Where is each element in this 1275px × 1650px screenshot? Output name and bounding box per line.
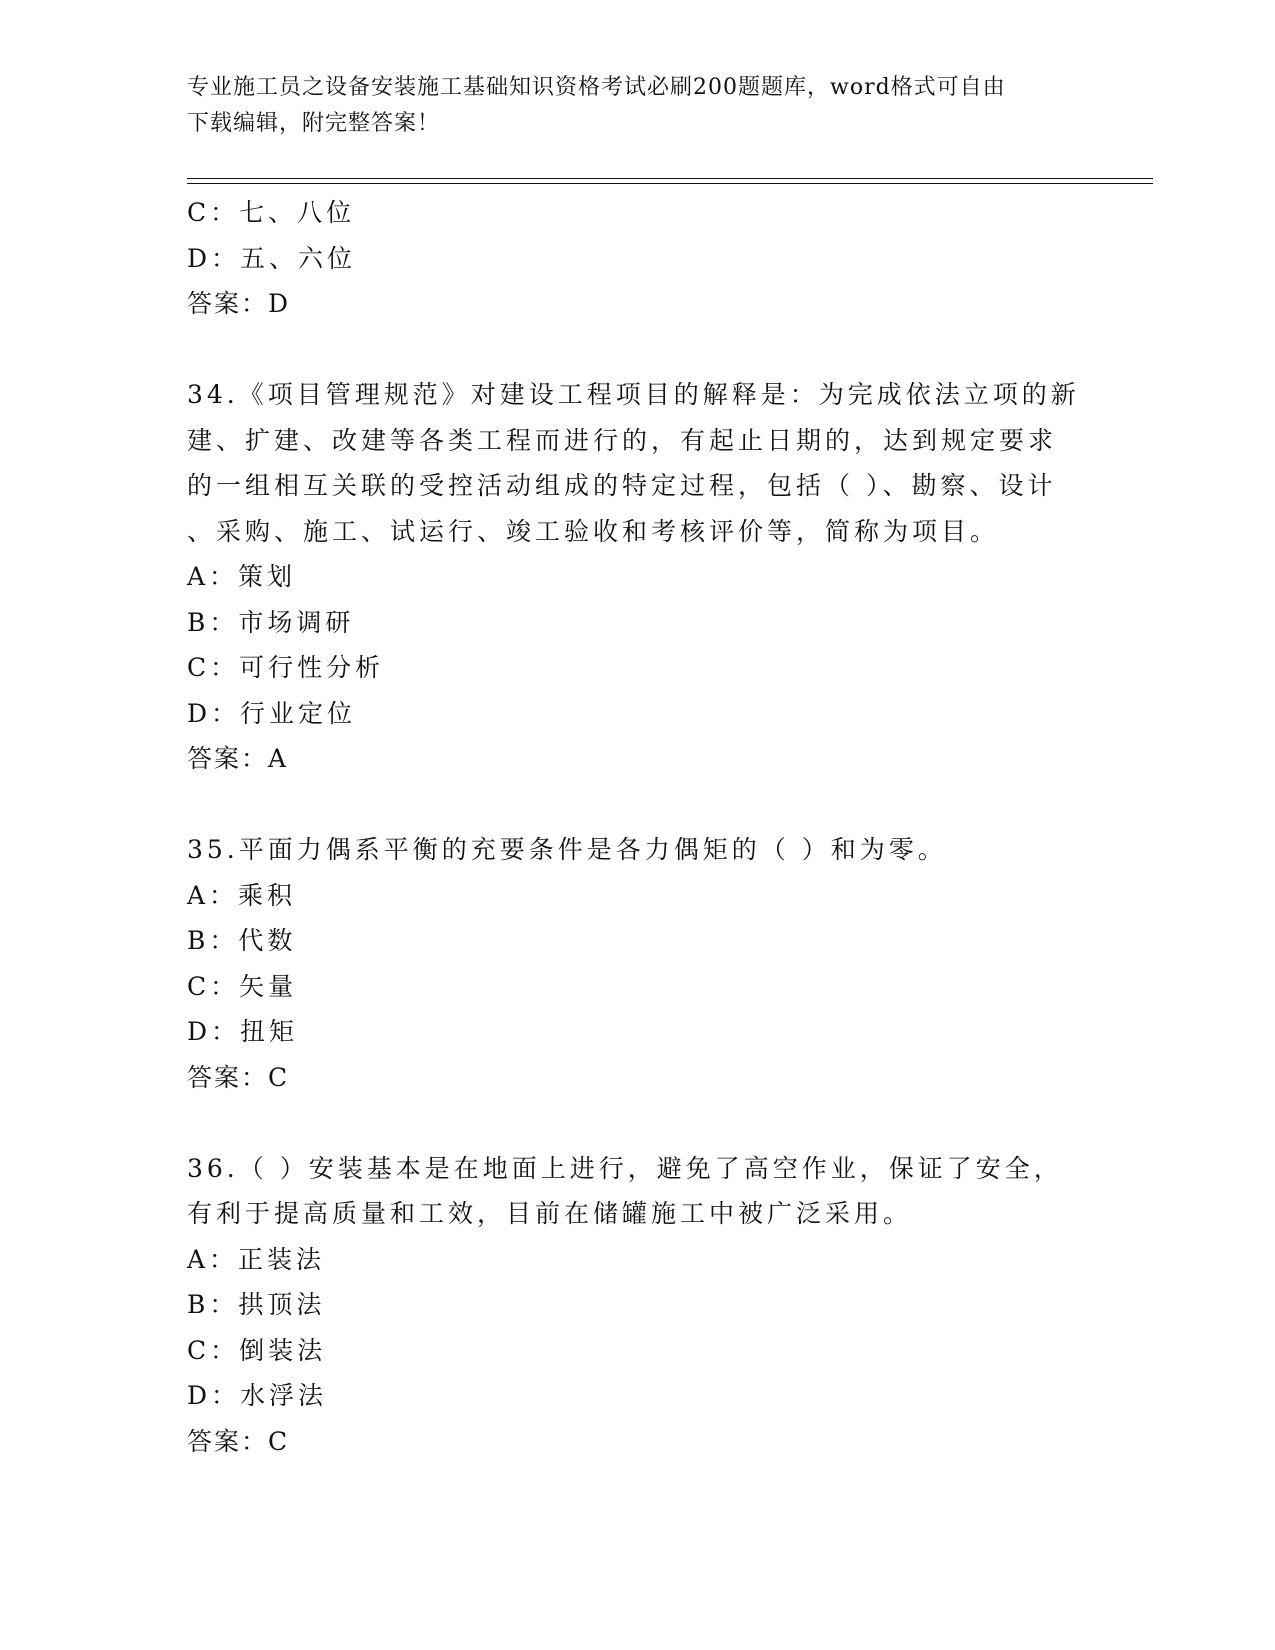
question-stem-line: 建、扩建、改建等各类工程而进行的，有起止日期的，达到规定要求: [187, 425, 1058, 455]
question-stem-line: 有利于提高质量和工效，目前在储罐施工中被广泛采用。: [187, 1199, 913, 1228]
option-d: D：水浮法: [187, 1381, 328, 1410]
spacer: [187, 327, 1127, 373]
question-stem-line: 35.平面力偶系平衡的充要条件是各力偶矩的（ ）和为零。: [187, 835, 947, 864]
option-c: C：可行性分析: [187, 653, 385, 682]
answer-line: 答案：C: [187, 1062, 290, 1092]
option-c: C：七、八位: [187, 198, 356, 227]
option-b: B：拱顶法: [187, 1290, 326, 1319]
question-34: [187, 372, 1127, 782]
answer-line: 答案：D: [187, 289, 291, 318]
question-35: [187, 827, 1127, 1100]
option-a: A：策划: [187, 562, 297, 591]
question-stem-line: 的一组相互关联的受控活动组成的特定过程，包括（ ）、勘察、设计: [187, 471, 1057, 500]
question-33-continuation: [187, 190, 1127, 327]
question-stem-line: 36.（ ）安装基本是在地面上进行，避免了高空作业，保证了安全，: [187, 1153, 1063, 1183]
header-rule-bottom: [187, 183, 1153, 184]
question-stem-line: 34.《项目管理规范》对建设工程项目的解释是：为完成依法立项的新: [187, 380, 1080, 409]
answer-line: 答案：C: [187, 1426, 290, 1456]
option-d: D：扭矩: [187, 1017, 299, 1046]
option-a: A：乘积: [187, 880, 297, 910]
document-body: [187, 190, 1127, 1464]
header-line-1: 专业施工员之设备安装施工基础知识资格考试必刷200题题库，word格式可自由: [187, 75, 1006, 100]
question-36: [187, 1146, 1127, 1465]
spacer: [187, 1100, 1127, 1146]
option-b: B：代数: [187, 926, 297, 955]
option-b: B：市场调研: [187, 607, 355, 637]
header-line-2: 下载编辑，附完整答案！: [187, 111, 441, 136]
option-a: A：正装法: [187, 1244, 326, 1274]
option-c: C：矢量: [187, 971, 298, 1001]
option-c: C：倒装法: [187, 1335, 327, 1365]
header-rule-top: [187, 178, 1153, 179]
option-d: D：行业定位: [187, 698, 357, 728]
document-header: [187, 70, 1087, 142]
answer-line: 答案：A: [187, 744, 289, 773]
spacer: [187, 782, 1127, 828]
option-d: D：五、六位: [187, 243, 357, 273]
question-stem-line: 、采购、施工、试运行、竣工验收和考核评价等，简称为项目。: [187, 516, 1000, 546]
